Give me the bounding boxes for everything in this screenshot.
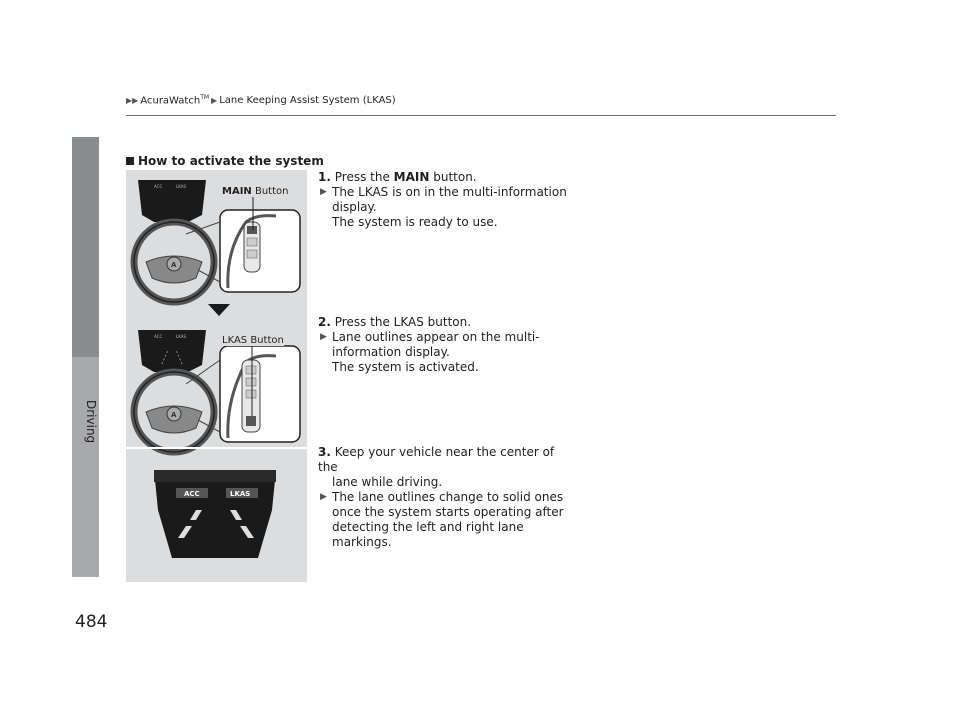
- svg-text:A: A: [171, 411, 177, 419]
- step-number: 3.: [318, 445, 331, 459]
- svg-text:ACC: ACC: [154, 184, 163, 189]
- result-line: display.: [332, 200, 377, 214]
- result-line: information display.: [332, 345, 450, 359]
- chapter-tab-highlight: [72, 137, 99, 357]
- result-line: once the system starts operating after: [332, 505, 564, 519]
- breadcrumb-arrow-icon: ▶▶: [126, 95, 139, 105]
- breadcrumb-part-2: Lane Keeping Assist System (LKAS): [219, 94, 396, 106]
- step-note: The system is activated.: [332, 360, 479, 374]
- main-button-figure: [134, 180, 300, 302]
- step-result: [318, 185, 568, 200]
- down-arrow-icon: [208, 304, 230, 316]
- step-number: 1.: [318, 170, 331, 184]
- header-rule: [126, 115, 836, 116]
- display-lkas-label: LKAS: [230, 490, 251, 498]
- step-text: lane while driving.: [332, 475, 443, 489]
- step-number: 2.: [318, 315, 331, 329]
- result-line: detecting the left and right lane: [332, 520, 524, 534]
- section-title: How to activate the system: [138, 154, 324, 168]
- section-heading: [126, 154, 324, 168]
- step-text: Keep your vehicle near the center of the: [318, 445, 555, 474]
- main-button-callout: MAIN Button: [222, 186, 289, 197]
- display-icon: [138, 330, 206, 372]
- svg-text:LKAS: LKAS: [176, 334, 187, 339]
- steering-wheel-illustration: [126, 170, 307, 582]
- breadcrumb: [126, 94, 396, 106]
- result-line: Lane outlines appear on the multi-: [332, 330, 540, 344]
- step-text-bold: MAIN: [393, 170, 430, 184]
- breadcrumb-arrow-icon: ▶: [211, 95, 218, 105]
- step-text: Press the: [334, 170, 394, 184]
- result-line: The LKAS is on in the multi-information: [332, 185, 567, 199]
- result-line: markings.: [332, 535, 392, 549]
- lkas-button-callout: LKAS Button: [222, 335, 284, 346]
- step-3: [318, 445, 568, 550]
- svg-text:ACC: ACC: [154, 334, 163, 339]
- result-arrow-icon: ▶: [320, 492, 327, 502]
- step-text: Press the LKAS button.: [334, 315, 472, 329]
- step-result: [318, 330, 568, 345]
- illustration-panel: [126, 170, 307, 582]
- result-arrow-icon: ▶: [320, 187, 327, 197]
- step-1: [318, 170, 568, 230]
- lkas-button-figure: [134, 330, 300, 452]
- step-note: The system is ready to use.: [332, 215, 498, 229]
- svg-text:LKAS: LKAS: [176, 184, 187, 189]
- display-icon: [138, 180, 206, 222]
- step-result: [318, 490, 568, 505]
- square-bullet-icon: [126, 157, 134, 165]
- step-text: button.: [429, 170, 477, 184]
- display-closeup-figure: [154, 470, 276, 558]
- breadcrumb-part-1: AcuraWatch™: [140, 94, 210, 107]
- svg-text:A: A: [171, 261, 177, 269]
- result-line: The lane outlines change to solid ones: [332, 490, 564, 504]
- page-number: 484: [75, 612, 108, 632]
- display-acc-label: ACC: [184, 490, 200, 498]
- lane-display-icon: [154, 470, 276, 558]
- step-2: [318, 315, 568, 375]
- chapter-label: Driving: [84, 400, 98, 444]
- result-arrow-icon: ▶: [320, 332, 327, 342]
